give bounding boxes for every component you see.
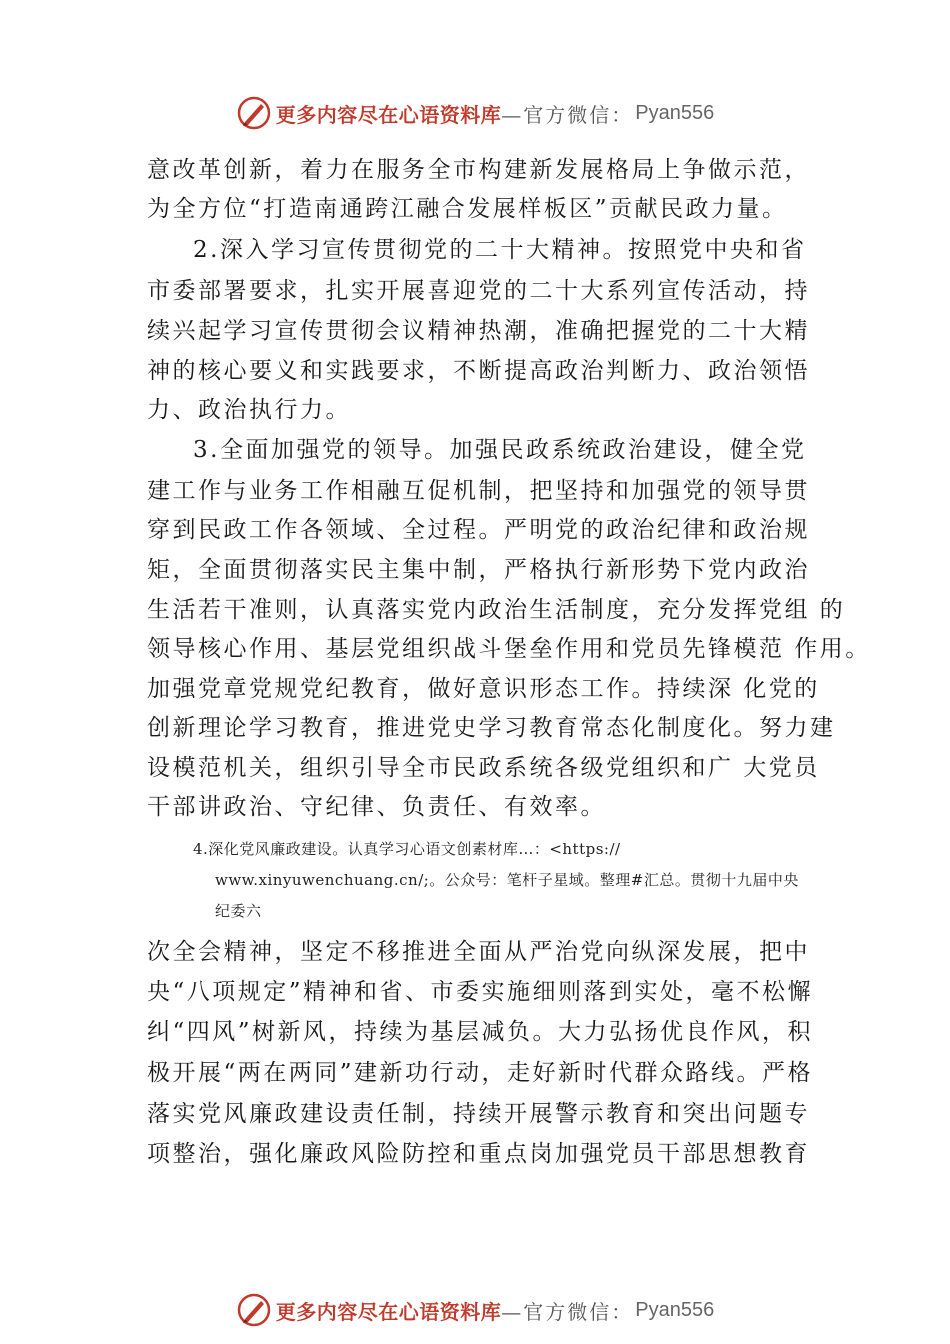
body-line: 穿到民政工作各领域、全过程。严明党的政治纪律和政治规 (147, 517, 810, 543)
body-line: 3.全面加强党的领导。加强民政系统政治建设，健全党 (193, 437, 807, 463)
body-line: 纠“四风”树新风，持续为基层减负。大力弘扬优良作风，积 (147, 1019, 814, 1045)
body-line: 次全会精神，坚定不移推进全面从严治党向纵深发展，把中 (147, 939, 810, 965)
footer-banner (0, 1290, 950, 1330)
body-line: 市委部署要求，扎实开展喜迎党的二十大系列宣传活动，持 (147, 278, 810, 304)
banner-wechat-id: Pyan556 (635, 1298, 715, 1321)
pen-logo-icon (236, 95, 272, 131)
banner-wechat-id: Pyan556 (635, 101, 715, 124)
body-line: 加强党章党规党纪教育，做好意识形态工作。持续深 化党的 (147, 676, 820, 702)
small-line: 4.深化党风廉政建设。认真学习心语文创素材库…：<https:// (193, 840, 621, 858)
body-line: 生活若干准则，认真落实党内政治生活制度，充分发挥党组 的 (147, 597, 846, 623)
body-line: 力、政治执行力。 (147, 397, 351, 423)
pen-logo-icon (236, 1292, 272, 1328)
banner-title: 更多内容尽在心语资料库 (275, 1299, 502, 1324)
body-line: 项整治，强化廉政风险防控和重点岗加强党员干部思想教育 (147, 1141, 810, 1167)
banner-suffix: —官方微信： (501, 1299, 634, 1324)
body-line: 极开展“两在两同”建新功行动，走好新时代群众路线。严格 (147, 1060, 814, 1086)
body-line: 矩，全面贯彻落实民主集中制，严格执行新形势下党内政治 (147, 557, 810, 583)
body-line: 领导核心作用、基层党组织战斗堡垒作用和党员先锋模范 作用。 (147, 636, 871, 662)
banner-title: 更多内容尽在心语资料库 (275, 102, 502, 127)
body-line: 干部讲政治、守纪律、负责任、有效率。 (147, 794, 606, 820)
body-line: 为全方位“打造南通跨江融合发展样板区”贡献民政力量。 (147, 196, 788, 222)
small-line: www.xinyuwenchuang.cn/;。公众号：笔杆子星域。整理#汇总。贯彻十九届中央 (215, 871, 799, 889)
body-line: 央“八项规定”精神和省、市委实施细则落到实处，毫不松懈 (147, 979, 814, 1005)
header-banner (0, 93, 950, 133)
body-line: 神的核心要义和实践要求，不断提高政治判断力、政治领悟 (147, 358, 810, 384)
banner-suffix: —官方微信： (501, 102, 634, 127)
body-line: 落实党风廉政建设责任制，持续开展警示教育和突出问题专 (147, 1101, 810, 1127)
body-line: 设模范机关，组织引导全市民政系统各级党组织和广 大党员 (147, 755, 820, 781)
body-line: 2.深入学习宣传贯彻党的二十大精神。按照党中央和省 (193, 237, 807, 263)
small-line: 纪委六 (215, 902, 262, 920)
body-line: 续兴起学习宣传贯彻会议精神热潮，准确把握党的二十大精 (147, 318, 810, 344)
body-line: 创新理论学习教育，推进党史学习教育常态化制度化。努力建 (147, 715, 836, 741)
body-line: 意改革创新，着力在服务全市构建新发展格局上争做示范， (147, 157, 810, 183)
body-line: 建工作与业务工作相融互促机制，把坚持和加强党的领导贯 (147, 478, 810, 504)
